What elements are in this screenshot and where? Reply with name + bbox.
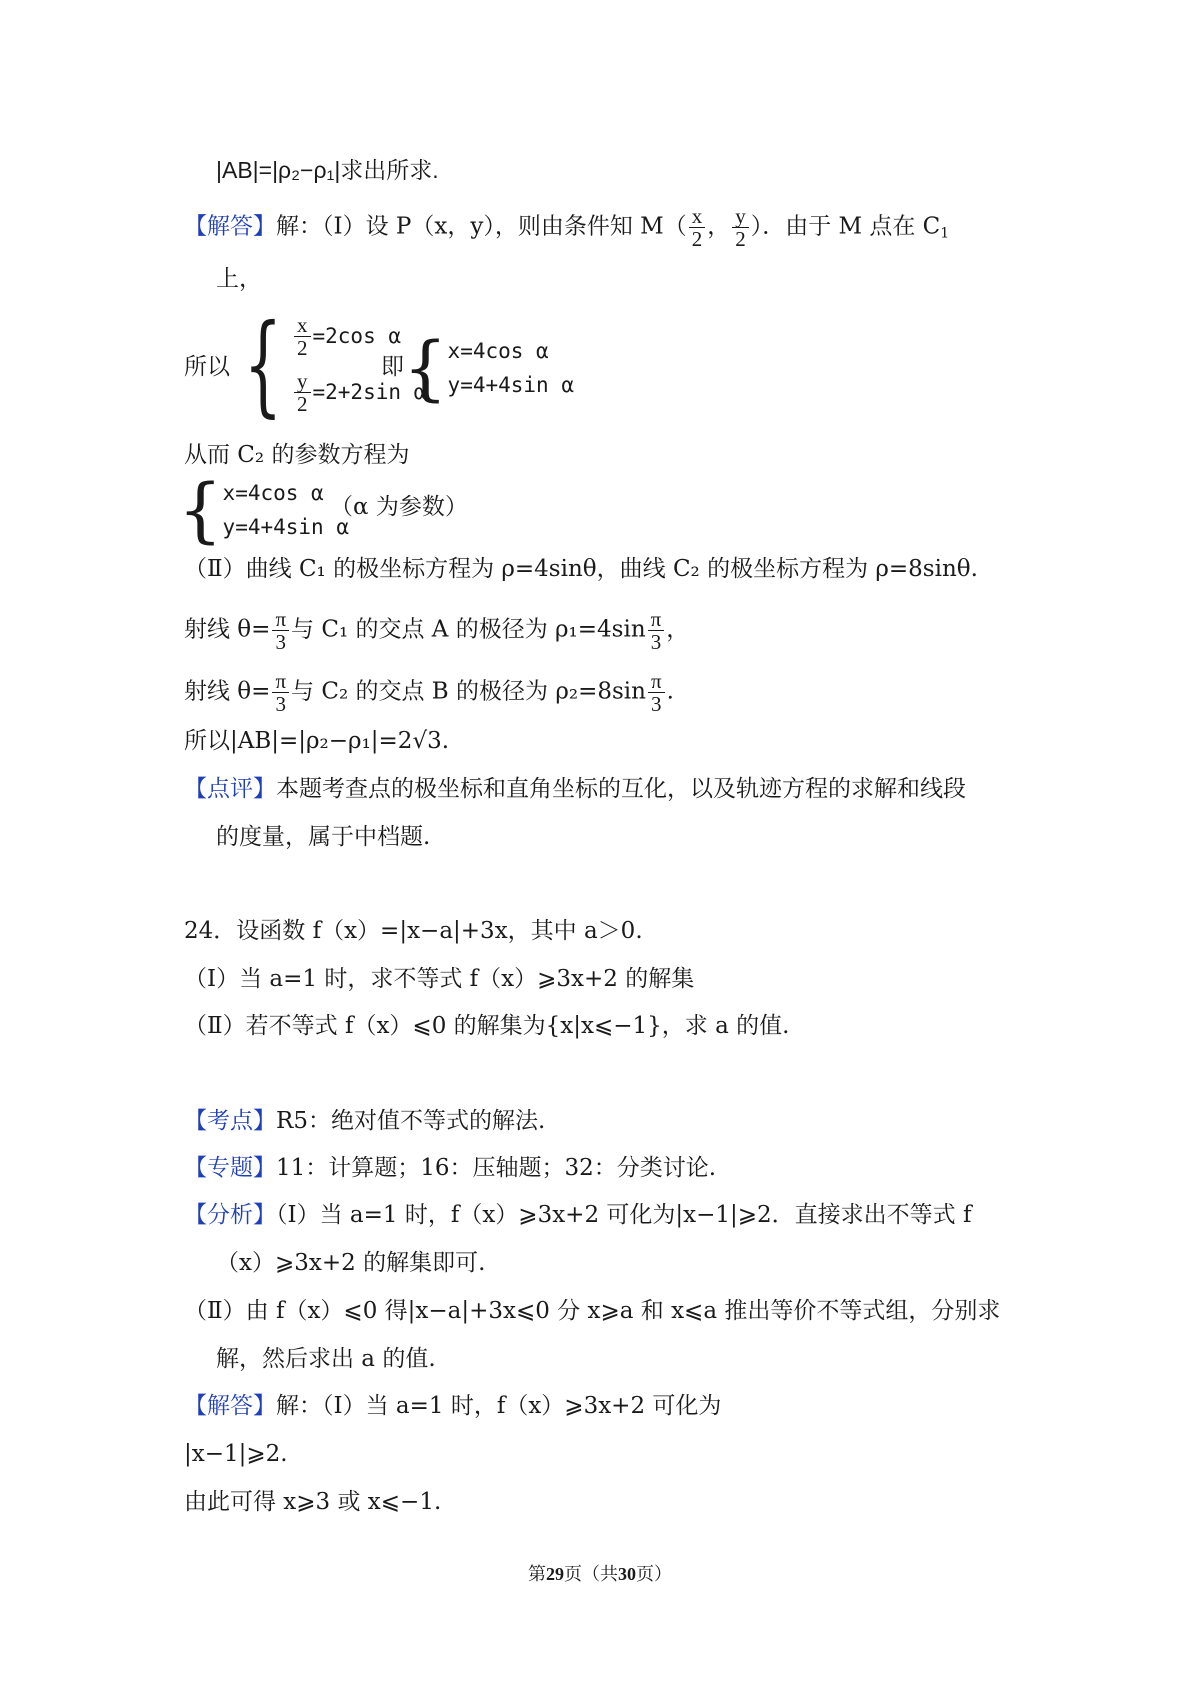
- answer-line-2: 【解答】解：（Ⅰ）当 a=1 时，f（x）⩾3x+2 可化为: [184, 1393, 722, 1419]
- page-footer: 第29页（共30页）: [528, 1564, 672, 1585]
- left-brace: {: [403, 327, 448, 409]
- fraction-x-over-2: $\frac{x}{2}$: [689, 205, 706, 250]
- question-24-part-i: （Ⅰ）当 a=1 时，求不等式 f（x）⩾3x+2 的解集: [184, 966, 695, 992]
- text-line: |AB|=|ρ₂−ρ₁|求出所求.: [216, 157, 439, 183]
- text-line: 解，然后求出 a 的值.: [216, 1346, 436, 1372]
- equation-row: x=4cos α: [447, 339, 549, 363]
- text-line: |x−1|⩾2.: [184, 1441, 288, 1467]
- fraction-y-over-2: $\frac{y}{2}$: [294, 370, 311, 415]
- equation-system-c: [178, 469, 349, 551]
- text-line: 上，: [216, 266, 262, 292]
- text-line: （Ⅱ）曲线 C₁ 的极坐标方程为 ρ=4sinθ，曲线 C₂ 的极坐标方程为 ρ=8sinθ.: [184, 556, 978, 582]
- left-brace: {: [243, 300, 283, 428]
- knowledge-point-line: 【考点】R5：绝对值不等式的解法.: [184, 1108, 546, 1134]
- section-tag-knowledge: 【考点】: [184, 1108, 276, 1134]
- text-suoyi: 所以: [184, 354, 230, 380]
- fraction-pi-over-3: $\frac{\pi}{3}$: [272, 608, 289, 653]
- comma: ，: [707, 213, 731, 240]
- page-total: 30: [618, 1564, 636, 1584]
- equation-system-b: [403, 327, 574, 409]
- equation-row: x=4cos α: [222, 481, 324, 505]
- fraction-y-over-2: $\frac{y}{2}$: [732, 205, 749, 250]
- analysis-line: 【分析】（Ⅰ）当 a=1 时，f（x）⩾3x+2 可化为|x−1|⩾2．直接求出不等式 f: [184, 1202, 972, 1228]
- page-number: 29: [546, 1564, 564, 1584]
- section-tag-answer: 【解答】: [184, 1393, 276, 1419]
- result-line: 所以|AB|=|ρ₂−ρ₁|=2√3.: [184, 728, 450, 754]
- section-tag-comment: 【点评】: [184, 776, 276, 802]
- equation-row: y=4+4sin α: [222, 515, 349, 539]
- answer-line: [184, 205, 949, 251]
- section-tag-answer: 【解答】: [184, 213, 276, 240]
- comment-line: 【点评】本题考查点的极坐标和直角坐标的互化，以及轨迹方程的求解和线段: [184, 776, 966, 802]
- sqrt-3: √3: [412, 728, 442, 754]
- text-ji: 即: [381, 354, 404, 380]
- text-alpha-param: （α 为参数）: [330, 494, 468, 520]
- text-line: 从而 C₂ 的参数方程为: [184, 442, 410, 468]
- section-tag-analysis: 【分析】: [184, 1202, 276, 1228]
- equation-row: $\frac{y}{2}$ =2+2sin α: [292, 364, 426, 420]
- fraction-pi-over-3: $\frac{\pi}{3}$: [648, 608, 665, 653]
- text-line: 由此可得 x⩾3 或 x⩽−1.: [184, 1489, 442, 1515]
- fraction-x-over-2: $\frac{x}{2}$: [294, 314, 311, 359]
- answer-text-b: ）．由于 M 点在 C: [750, 213, 941, 240]
- subscript: 1: [940, 225, 950, 242]
- equation-row: y=4+4sin α: [447, 373, 574, 397]
- ray-line-2: 射线 θ= $\frac{\pi}{3}$ 与 C₂ 的交点 B 的极径为 ρ₂=8sin $\frac{\pi}{3}$ .: [184, 669, 674, 716]
- answer-text-a: 解：（I）设 P（x，y），则由条件知 M（: [276, 213, 687, 240]
- text-line: （x）⩾3x+2 的解集即可.: [216, 1250, 486, 1276]
- equation-row: $\frac{x}{2}$ =2cos α: [292, 308, 426, 364]
- fraction-pi-over-3: $\frac{\pi}{3}$: [648, 670, 665, 715]
- question-24: 24．设函数 f（x）=|x−a|+3x，其中 a＞0.: [184, 918, 643, 944]
- ray-line-1: 射线 θ= $\frac{\pi}{3}$ 与 C₁ 的交点 A 的极径为 ρ₁=4sin $\frac{\pi}{3}$ ，: [184, 607, 690, 654]
- left-brace: {: [178, 469, 223, 551]
- topic-line: 【专题】11：计算题；16：压轴题；32：分类讨论.: [184, 1155, 717, 1181]
- question-24-part-ii: （Ⅱ）若不等式 f（x）⩽0 的解集为{x|x⩽−1}，求 a 的值.: [184, 1013, 790, 1039]
- fraction-pi-over-3: $\frac{\pi}{3}$: [272, 670, 289, 715]
- text-line: （Ⅱ）由 f（x）⩽0 得|x−a|+3x⩽0 分 x⩾a 和 x⩽a 推出等价不等式组，分别求: [184, 1298, 1001, 1324]
- text-line: 的度量，属于中档题.: [216, 824, 431, 850]
- section-tag-topic: 【专题】: [184, 1155, 276, 1181]
